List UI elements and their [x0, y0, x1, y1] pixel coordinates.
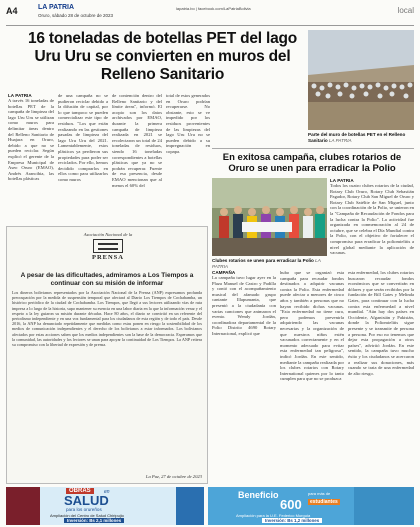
article-column-2: de una campaña no se pudieron reciclar debido a la difusión de capital, por lo que tampoco se pueden comercializar este tipo de residuos. "Los que están realizando en las gestiones pasadas de limpieza del lago Uru Uru del 2021. Lamentablemente, estos plásticos ya perdieron sus propiedades para poder ser reciclados. Por ello, hemos decidido comprarlos en ellos como para utilizarlos como muros [58, 93, 108, 182]
story2-column-a2 [212, 270, 276, 484]
ad1-detail: Ampliación del Centro de Salud Chiripujio [50, 513, 124, 518]
anp-logo-word: PRENSA [91, 254, 124, 261]
issue-date: Oruro, sábado 28 de octubre de 2023 [38, 13, 114, 18]
story2-column-b: hubo que se organizó esta campaña para recaudar fondos destinados a adquirir vacunas contra la Polio. Esta enfermedad puede afectar a menores de cinco años y también a personas que no hayan recibido dichas vacunas. "Esta enfermedad no tiene cura, pero podemos prevenirla adquiriendo las vacunas necesarias y la organización de que nuestros niños estén vacunados correctamente y en el momento adecuado para evitar esta enfermedad tan peligrosa", indicó Jordán. En este sentido, mediante la campaña realizada por los clubes rotarios con Rotary International quienes por lo tanto cumplen para que no se produzca [280, 270, 344, 382]
section-label: local [397, 6, 414, 15]
ad2-detail: Ampliación para la U.E. Federico Murguía [236, 513, 311, 518]
story2-column-c: esta enfermedad, los clubes rotarios buscaron recaudar fondos económicos que se convertirán en dólares y que serán recibidos por la fundación de Bill Gates y Melinda Gates, para continuar con la lucha contra esta enfermedad a nivel mundial. "Aún hay dos países en Occidente, Afganistán y Pakistán, donde la Poliomielitis sigue presente y se transmite de persona a persona. Por eso no tenemos que dejar esta propagación a otros países", advirtió Jordán. En este sentido, la campaña tuvo mucho éxito y los ciudadanos se acercaron a realizar sus donaciones, más cuando se trata de una enfermedad de alto riesgo. [348, 270, 414, 376]
article-column-4: total de estos generados en Oruro podrían recuperarse. No obstante, esto se ve impedido por los residuos provenientes de las limpiezas del lago Uru Uru no se pueden debido a su impregnación en copapa. [166, 93, 210, 154]
anp-body: Los dineros bolivianos representados por la Asociación Nacional de la Prensa (ANP) expresamos profunda preocupación por la medida de suspensión temporal que afectará al Diario Los Tiempos de Cochabamba, un histórico periódico de la ciudad de Cochabamba. Los Tiempos, que llegó a sus lectores utilizando vías de ruta impresa a lo largo de la historia, supo mantener su esencia en una labor diaria en la que la información veraz y el respeto a la ley guiaron su misión durante décadas. Hace 80 años, el diario se convirtió en un referente del periodismo independiente y en una voz fundamental para los ciudadanos de esta región y de todo el país. Desde 2016, la ANP ha denunciado repetidamente que medidas como estas ponen en riesgo la sostenibilidad de los medios de comunicación independientes y el derecho de los bolivianos a estar informados. Los bolivianos afectados por estas acciones saben que los medios independientes son la base de la democracia. Esperamos que la comunidad, las autoridades y los lectores se unan para apoyar la continuidad de Los Tiempos. La ANP reitera su compromiso con la libertad de expresión y de prensa. [12, 290, 202, 348]
photo2-credit: LA PATRIA [212, 258, 321, 269]
ad1-sub: para los orureños [66, 507, 102, 512]
ad1-en: en [104, 489, 110, 495]
anp-logo-top: Asociación Nacional de la [83, 232, 133, 237]
ad1-investment: Inversión: Bs 2,1 millones [64, 518, 124, 523]
story2-kicker: LA PATRIA [330, 178, 354, 183]
photo1-caption: Parte del muro de botellas PET en el Relleno Sanitario LA PATRIA [308, 132, 406, 143]
photo1-credit: LA PATRIA [328, 137, 352, 143]
article-column-1 [8, 93, 54, 223]
main-headline: 16 toneladas de botellas PET del lago Uru Uru se convierten en muros del Relleno Sanitario [27, 30, 298, 83]
page-header [6, 4, 414, 26]
ad1-main: SALUD [64, 493, 109, 508]
anp-emblem-icon [93, 239, 123, 253]
anp-title: A pesar de las dificultades, admiramos a Los Tiempos a continuar con su misión de informar [20, 272, 194, 287]
photo2-caption: Clubes rotarios se unen para erradicar la Polio LA PATRIA [212, 258, 321, 269]
ad1-top: OBRAS [66, 488, 94, 494]
rotary-clubs-photo [212, 178, 327, 256]
page-number: A4 [6, 6, 18, 16]
story2-column-a [330, 178, 414, 268]
ad2-number: 600 [280, 497, 302, 512]
article-kicker: LA PATRIA [8, 93, 32, 98]
health-works-ad[interactable] [6, 487, 204, 525]
campaign-label: CAMPAÑA [212, 270, 236, 275]
story2-text-a2: La campaña tuvo lugar ayer en la Plaza Manuel de Castro y Padilla y contó con el acompañamiento musical del afamado grupo cantante Illapumanta, que presentó a la ciudadanía con varias canciones que animaron el evento. Wendy Jordán, coordinadora departamental de la Polio Distrito 4690 Rotary Internacional, explicó que [212, 275, 276, 336]
newspaper-logo: LA PATRIA [38, 4, 75, 11]
article-column-3: de contención dentro del Relleno Sanitario y del límite áreas", informó. El acopio son los datos archivados por EMAO, durante la primera campaña de limpieza realizada en 2021 se recolectaron un total de 24 toneladas de residuos, siendo 16 toneladas correspondientes a botellas plásticas que ya no se podrán recuperar. Fuente de esa presencia, desde EMAO mencionan que al menos el 60% del [112, 93, 162, 188]
story2-headline: En exitosa campaña, clubes rotarios de Oruro se unen para erradicar la Polio [222, 152, 402, 174]
article-text-1: A través 16 toneladas de botellas PET de la campaña de limpieza del lago Uru Uru se utilizan como muros para delimitar áreas dentro del Relleno Sanitario de Huajara en Oruro, debido a que no se pueden reciclar. Según explicó el gerente de la Empresa Municipal de Aseo Oruro (EMAO), Andrés Arancibia, las botellas plásticas [8, 98, 54, 182]
benefit-students-ad[interactable] [208, 487, 414, 525]
ad2-small: para más de [308, 491, 331, 496]
divider [212, 148, 414, 149]
website-info: lapatria.bo | facebook.com/LaPatriaBolivia [176, 6, 251, 11]
ad2-word: estudiantes [310, 499, 338, 505]
anp-logo [80, 232, 136, 268]
anp-signature: La Paz, 27 de octubre de 2023 [145, 474, 202, 479]
ad2-investment: Inversión: Bs 1,2 millones [262, 518, 322, 523]
bottle-wall-photo [308, 30, 414, 130]
ad2-main: Beneficio [238, 490, 279, 500]
story2-text-a: Todos los cuatro clubes rotarios de la ciudad, Rotary Club Oruro, Rotary Club Sebastián Pagador, Rotary Club San Miguel de Oruro y Rotary Club Satélite de San Miguel, junto con la coordinación de la Polio, se unieron en la "Campaña de Recaudación de Fondos para la lucha contra la Polio". La actividad fue organizada en conmemoración al 24 de octubre, que se celebra el Día Mundial contra la Polio, con el objetivo de fortalecer el compromiso para erradicar la poliomielitis a nivel global mediante la aplicación de vacunas. [330, 183, 414, 256]
